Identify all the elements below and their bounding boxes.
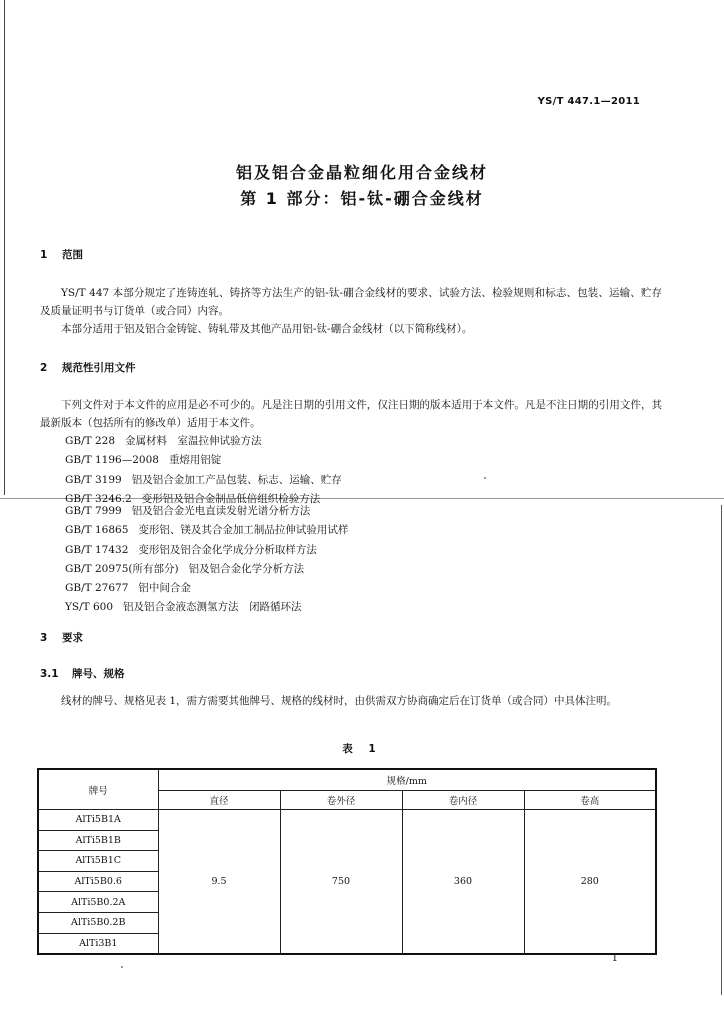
section-1-para-1: YS/T 447 本部分规定了连铸连轧、铸挤等方法生产的铝-钛-硼合金线材的要求、试验方法、检验规则和标志、包装、运输、贮存及质量证明书与订货单（或合同）内容。 bbox=[40, 287, 662, 317]
reference-item bbox=[65, 471, 342, 490]
section-1-heading bbox=[40, 247, 83, 262]
section-number: 1 bbox=[40, 249, 48, 261]
section-number: 2 bbox=[40, 362, 48, 374]
reference-item bbox=[65, 579, 348, 598]
brand-cell: AlTi5B1C bbox=[38, 851, 158, 872]
spec-table bbox=[37, 768, 657, 955]
brand-header: 牌号 bbox=[38, 769, 158, 810]
column-header: 卷内径 bbox=[402, 791, 524, 810]
column-header: 卷外径 bbox=[280, 791, 402, 810]
section-3-1-para: 线材的牌号、规格见表 1，需方需要其他牌号、规格的线材时，由供需双方协商确定后在订货单（或合同）中具体注明。 bbox=[61, 695, 618, 707]
reference-code: GB/T 3246.2 bbox=[65, 492, 132, 505]
brand-cell: AlTi5B1A bbox=[38, 810, 158, 831]
reference-title: 变形铝、镁及其合金加工制品拉伸试验用试样 bbox=[138, 524, 349, 537]
section-3-1-heading bbox=[40, 666, 125, 681]
reference-item bbox=[65, 560, 348, 579]
reference-title: 变形铝及铝合金制品低倍组织检验方法 bbox=[141, 492, 321, 505]
reference-title: 变形铝及铝合金化学成分分析取样方法 bbox=[138, 543, 317, 556]
reference-title: 金属材料 室温拉伸试验方法 bbox=[125, 435, 262, 447]
section-1-para-2: 本部分适用于铝及铝合金铸锭、铸轧带及其他产品用铝-钛-硼合金线材（以下简称线材）。 bbox=[61, 323, 473, 335]
reference-code: GB/T 7999 bbox=[65, 505, 122, 517]
reference-title: 铝中间合金 bbox=[138, 582, 191, 595]
reference-item bbox=[65, 432, 342, 451]
section-title: 牌号、规格 bbox=[72, 668, 125, 680]
scan-speck bbox=[121, 966, 123, 968]
coil-height-cell: 280 bbox=[524, 810, 656, 955]
table-row bbox=[38, 810, 656, 831]
section-2-para: 下列文件对于本文件的应用是必不可少的。凡是注日期的引用文件，仅注日期的版本适用于本文件。凡是不注日期的引用文件，其最新版本（包括所有的修改单）适用于本文件。 bbox=[40, 399, 662, 429]
section-number: 3.1 bbox=[40, 668, 59, 680]
column-header: 直径 bbox=[158, 791, 280, 810]
reference-code: GB/T 228 bbox=[65, 435, 116, 447]
outer-diameter-cell: 750 bbox=[280, 810, 402, 955]
section-number: 3 bbox=[40, 632, 48, 644]
brand-cell: AlTi5B0.2A bbox=[38, 892, 158, 913]
reference-item bbox=[65, 451, 342, 470]
reference-code: GB/T 17432 bbox=[65, 543, 129, 556]
reference-list bbox=[65, 432, 342, 509]
scan-edge-left bbox=[4, 0, 5, 495]
reference-item bbox=[65, 521, 348, 540]
section-2-heading bbox=[40, 360, 136, 375]
section-3-heading bbox=[40, 630, 83, 645]
section-title: 要求 bbox=[62, 632, 83, 644]
reference-code: GB/T 20975(所有部分) bbox=[65, 562, 179, 575]
reference-title: 铝及铝合金化学分析方法 bbox=[188, 562, 305, 575]
diameter-cell: 9.5 bbox=[158, 810, 280, 955]
reference-title: 铝及铝合金加工产品包装、标志、运输、贮存 bbox=[131, 473, 342, 486]
inner-diameter-cell: 360 bbox=[402, 810, 524, 955]
document-title-line2: 第 1 部分：铝-钛-硼合金线材 bbox=[240, 189, 484, 208]
brand-cell: AlTi3B1 bbox=[38, 933, 158, 954]
brand-cell: AlTi5B0.2B bbox=[38, 912, 158, 933]
page-number: 1 bbox=[611, 953, 618, 964]
section-title: 范围 bbox=[62, 249, 83, 261]
reference-code: GB/T 1196—2008 bbox=[65, 454, 159, 467]
table-caption: 表 1 bbox=[342, 743, 382, 755]
column-header: 卷高 bbox=[524, 791, 656, 810]
reference-title: 重熔用铝锭 bbox=[168, 454, 222, 467]
reference-code: YS/T 600 bbox=[65, 601, 114, 614]
section-title: 规范性引用文件 bbox=[62, 362, 136, 374]
reference-title: 铝及铝合金光电直读发射光谱分析方法 bbox=[131, 505, 311, 517]
reference-item bbox=[65, 502, 348, 521]
reference-title: 铝及铝合金液态测氢方法 闭路循环法 bbox=[123, 601, 302, 614]
reference-item bbox=[65, 541, 348, 560]
document-title-line1: 铝及铝合金晶粒细化用合金线材 bbox=[235, 163, 488, 182]
standard-number: YS/T 447.1—2011 bbox=[537, 96, 640, 107]
reference-item bbox=[65, 598, 348, 617]
reference-list-continued bbox=[65, 502, 348, 618]
spec-header: 规格/mm bbox=[158, 769, 656, 791]
brand-cell: AlTi5B0.6 bbox=[38, 871, 158, 892]
reference-code: GB/T 16865 bbox=[65, 524, 129, 537]
reference-code: GB/T 3199 bbox=[65, 473, 122, 486]
reference-code: GB/T 27677 bbox=[65, 582, 129, 595]
brand-cell: AlTi5B1B bbox=[38, 830, 158, 851]
scan-speck bbox=[484, 477, 486, 479]
